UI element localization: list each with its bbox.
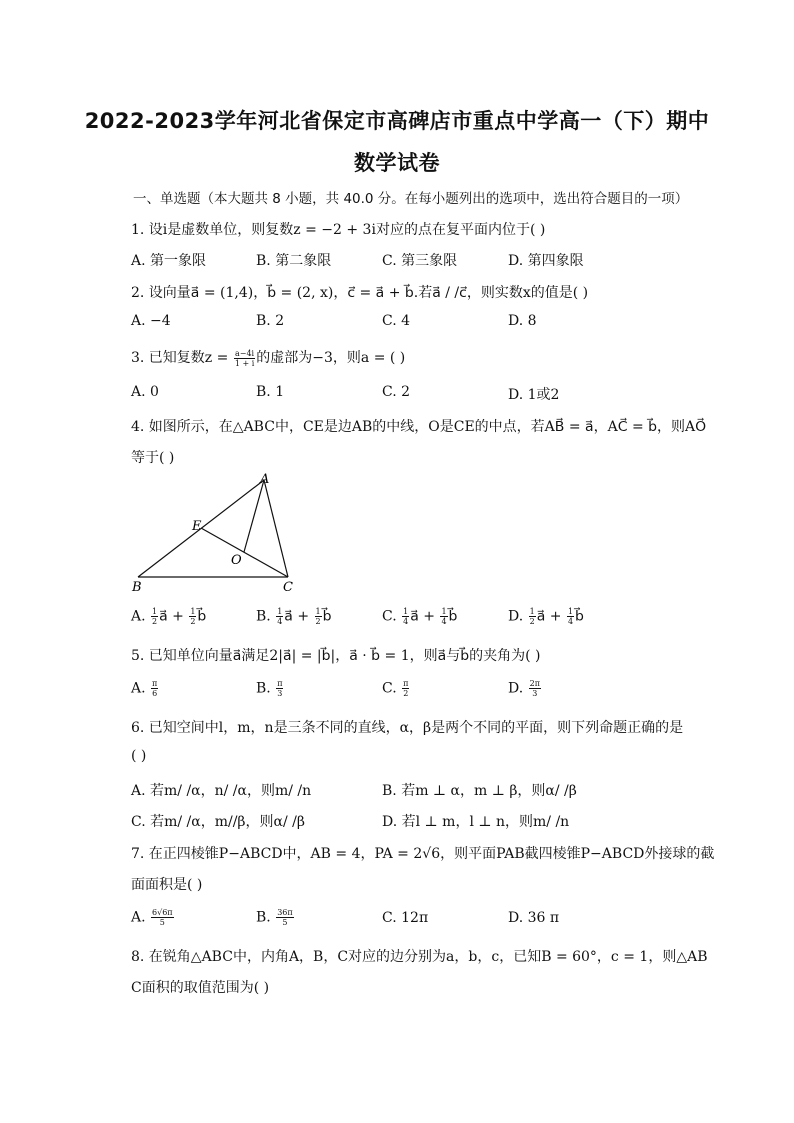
- q1-option-b: B. 第二象限: [256, 253, 332, 269]
- question-6-stem-line1: 6. 已知空间中l，m，n是三条不同的直线，α，β是两个不同的平面，则下列命题正确的是: [131, 720, 684, 736]
- q3-stem-pre: 3. 已知复数z =: [131, 350, 233, 366]
- question-7-stem-line2: 面面积是( ): [131, 877, 203, 893]
- label-o: O: [231, 553, 242, 568]
- q6-option-a: A. 若m/ /α，n/ /α，则m/ /n: [131, 783, 312, 799]
- question-4-stem-line2: 等于( ): [131, 450, 175, 466]
- q2-option-d: D. 8: [508, 313, 537, 329]
- q3-option-c: C. 2: [382, 384, 411, 400]
- q2-option-c: C. 4: [382, 313, 411, 329]
- page-subtitle: 数学试卷: [354, 151, 440, 175]
- q4-option-a: A. $\frac{1}{2}$ a⃗ + $\frac{1}{2}$ b⃗: [131, 607, 207, 626]
- q4-option-c: C. $\frac{1}{4}$ a⃗ + $\frac{1}{4}$ b⃗: [382, 607, 458, 626]
- q3-fraction-num: a−4i: [234, 348, 255, 358]
- q2-option-b: B. 2: [256, 313, 285, 329]
- question-5-stem: 5. 已知单位向量a⃗满足2|a⃗| = |b⃗|，a⃗ · b⃗ = 1，则a⃗与b⃗的夹角为( ): [131, 648, 541, 664]
- question-6-stem-line2: ( ): [131, 748, 147, 764]
- q2-option-a: A. −4: [131, 313, 171, 329]
- q4-option-d: D. $\frac{1}{2}$ a⃗ + $\frac{1}{4}$ b⃗: [508, 607, 584, 626]
- question-2-stem: 2. 设向量a⃗ = (1,4)，b⃗ = (2, x)，c⃗ = a⃗ + b⃗.若a⃗ / /c⃗，则实数x的值是( ): [131, 285, 589, 301]
- label-a: A: [260, 472, 270, 487]
- question-4-stem-line1: 4. 如图所示，在△ABC中，CE是边AB的中线，O是CE的中点，若AB⃗ = a⃗，AC⃗ = b⃗，则AO⃗: [131, 419, 707, 435]
- q6-option-b: B. 若m ⊥ α，m ⊥ β，则α/ /β: [382, 783, 577, 799]
- question-8-stem-line1: 8. 在锐角△ABC中，内角A，B，C对应的边分别为a，b，c，已知B = 60°，c = 1，则△AB: [131, 949, 708, 965]
- q5-option-b: B. $\frac{\pi}{3}$: [256, 679, 283, 698]
- q4-option-b: B. $\frac{1}{4}$ a⃗ + $\frac{1}{2}$ b⃗: [256, 607, 332, 626]
- question-8-stem-line2: C面积的取值范围为( ): [131, 980, 270, 996]
- label-c: C: [283, 580, 293, 595]
- q7-option-d: D. 36 π: [508, 910, 560, 926]
- median-ce: [201, 528, 288, 577]
- triangle-figure: [130, 470, 300, 595]
- label-e: E: [192, 519, 202, 534]
- question-7-stem-line1: 7. 在正四棱锥P−ABCD中，AB = 4，PA = 2√6，则平面PAB截四棱锥P−ABCD外接球的截: [131, 846, 715, 862]
- q3-stem-post: 的虚部为−3，则a = ( ): [256, 350, 406, 366]
- q5-option-d: D. $\frac{2\pi}{3}$: [508, 679, 540, 698]
- q1-option-a: A. 第一象限: [131, 253, 207, 269]
- section-heading: 一、单选题（本大题共 8 小题，共 40.0 分。在每小题列出的选项中，选出符合题目的一项）: [133, 191, 689, 207]
- q3-fraction: [234, 349, 255, 368]
- question-1-stem: 1. 设i是虚数单位，则复数z = −2 + 3i对应的点在复平面内位于( ): [131, 222, 546, 238]
- question-3-stem: [131, 347, 405, 368]
- q3-option-d: D. 1或2: [508, 387, 560, 403]
- q5-option-a: A. $\frac{\pi}{6}$: [131, 679, 158, 698]
- q6-option-c: C. 若m/ /α，m//β，则α/ /β: [131, 814, 305, 830]
- page-title: 2022-2023学年河北省保定市高碑店市重点中学高一（下）期中: [84, 109, 710, 133]
- segment-ao: [244, 480, 264, 552]
- q1-option-d: D. 第四象限: [508, 253, 584, 269]
- q1-option-c: C. 第三象限: [382, 253, 458, 269]
- q5-option-c: C. $\frac{\pi}{2}$: [382, 679, 409, 698]
- q3-option-b: B. 1: [256, 384, 285, 400]
- label-b: B: [132, 580, 142, 595]
- q7-option-a: A. $\frac{6√6\pi}{5}$: [131, 908, 173, 927]
- q3-fraction-den: 1 + i: [234, 358, 255, 368]
- q3-option-a: A. 0: [131, 384, 159, 400]
- side-ac: [264, 480, 288, 577]
- q7-option-c: C. 12π: [382, 910, 429, 926]
- q6-option-d: D. 若l ⊥ m，l ⊥ n，则m/ /n: [382, 814, 570, 830]
- q7-option-b: B. $\frac{36\pi}{5}$: [256, 908, 293, 927]
